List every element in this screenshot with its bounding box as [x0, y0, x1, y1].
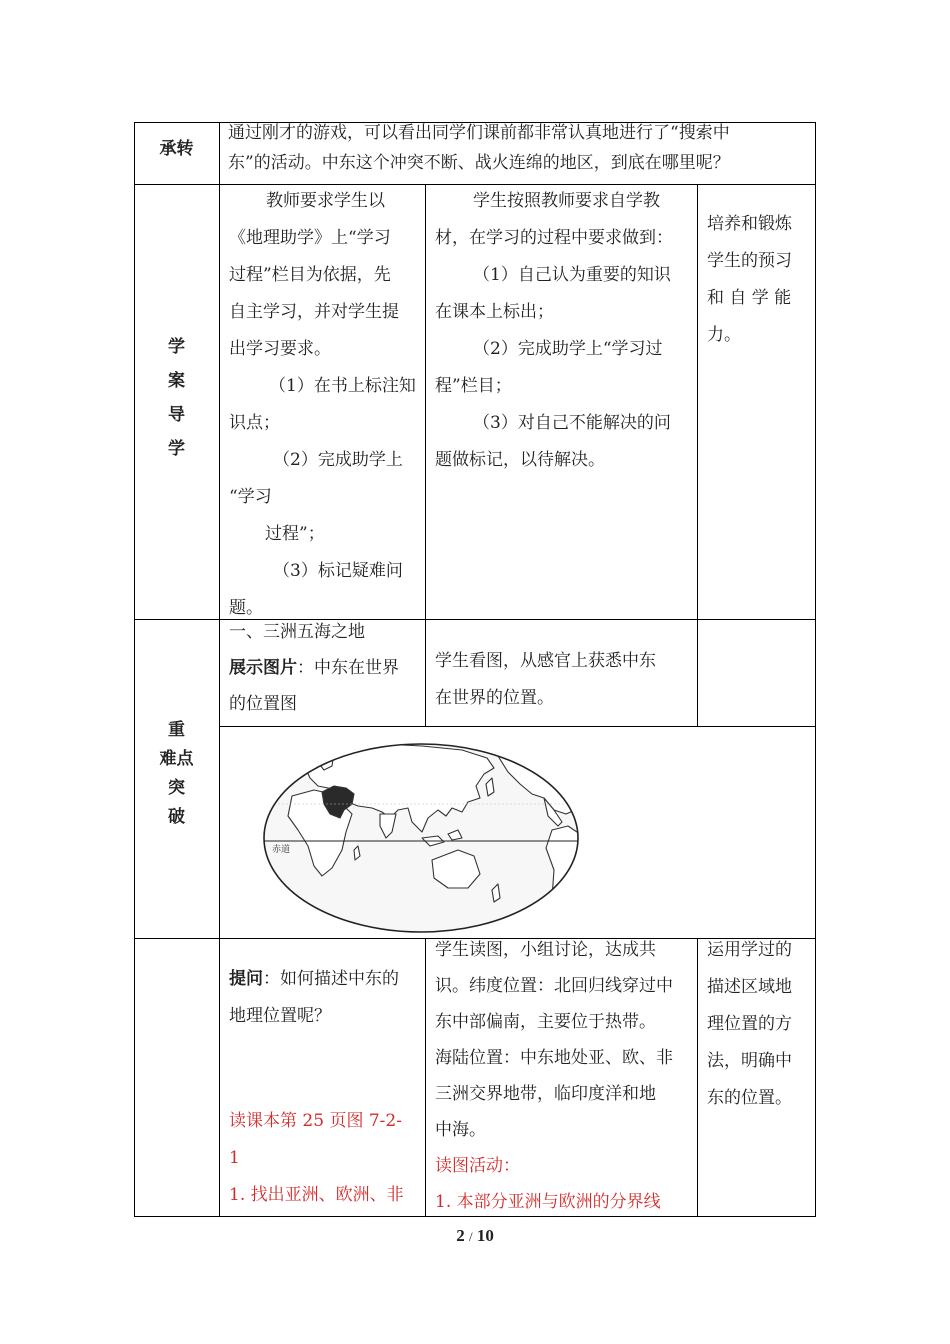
- label-char: 导: [168, 405, 185, 425]
- text-line: 过程”栏目为依据，先: [229, 265, 391, 285]
- text-line: （2）完成助学上: [273, 450, 403, 470]
- text-line: 教师要求学生以: [266, 191, 385, 211]
- row-label-study: [134, 330, 219, 466]
- text-line: 《地理助学》上“学习: [229, 228, 391, 248]
- label-char: 学: [168, 439, 185, 459]
- bold-term: 展示图片: [229, 658, 297, 678]
- text-line: 一、三洲五海之地: [229, 622, 365, 642]
- text-line: 题做标记，以待解决。: [435, 450, 605, 470]
- text-line: 运用学过的: [707, 940, 792, 960]
- text-line: 的位置图: [229, 694, 297, 714]
- row-label-key-points: [134, 716, 219, 832]
- text-line: （2）完成助学上“学习过: [473, 339, 663, 359]
- question-purpose: [707, 932, 811, 1117]
- text-line: 学生的预习: [707, 251, 792, 271]
- text-line: [229, 650, 423, 686]
- text-line: 1. 本部分亚洲与欧洲的分界线: [435, 1192, 661, 1212]
- text-line: “学习: [229, 487, 272, 507]
- text-line: 在课本上标出；: [435, 302, 554, 322]
- text-line: [229, 961, 423, 998]
- transition-text: [228, 118, 812, 178]
- text-line: 读图活动：: [435, 1156, 520, 1176]
- label-char: 难点: [159, 749, 194, 769]
- text-line: 描述区域地: [707, 977, 792, 997]
- key-student-activity: [435, 643, 693, 717]
- text-line: 识点；: [229, 413, 280, 433]
- key-teacher-activity: [229, 614, 423, 722]
- question-teacher-activity: [229, 961, 423, 1035]
- text-line: 在世界的位置。: [435, 688, 554, 708]
- text-line: 东的位置。: [707, 1088, 792, 1108]
- text-line: 学生读图，小组讨论，达成共: [435, 940, 656, 960]
- text-line: 读课本第 25 页图 7-2-: [229, 1111, 402, 1131]
- text-span: ：中东在世界: [297, 658, 399, 678]
- study-purpose: [707, 206, 811, 354]
- text-line: 三洲交界地带，临印度洋和地: [435, 1084, 656, 1104]
- text-line: 海陆位置：中东地处亚、欧、非: [435, 1048, 673, 1068]
- text-line: （1）自己认为重要的知识: [473, 265, 671, 285]
- text-line: 识。纬度位置：北回归线穿过中: [435, 976, 673, 996]
- text-line: 中海。: [435, 1120, 486, 1140]
- text-span: ：如何描述中东的: [263, 969, 399, 989]
- page-separator: /: [468, 1229, 473, 1244]
- text-line: 材，在学习的过程中要求做到：: [435, 228, 673, 248]
- text-line: 东中部偏南，主要位于热带。: [435, 1012, 656, 1032]
- text-line: （3）标记疑难问: [273, 561, 403, 581]
- text-line: （3）对自己不能解决的问: [473, 413, 671, 433]
- text-line: 题。: [229, 598, 263, 618]
- study-student-activity: [435, 183, 693, 479]
- row-label-transition: 承转: [159, 139, 194, 159]
- transition-line-2: 东”的活动。中东这个冲突不断、战火连绵的地区，到底在哪里呢？: [228, 153, 730, 173]
- label-char: 案: [168, 371, 185, 391]
- label-char: 重: [168, 720, 185, 740]
- page-total: 10: [476, 1226, 494, 1245]
- text-line: 和 自 学 能: [707, 288, 792, 308]
- text-line: 自主学习，并对学生提: [229, 302, 399, 322]
- study-teacher-activity: [229, 183, 423, 627]
- text-line: 出学习要求。: [229, 339, 331, 359]
- question-student-activity: [435, 932, 693, 1220]
- text-line: 培养和锻炼: [707, 214, 792, 234]
- text-line: 程”栏目；: [435, 376, 512, 396]
- text-line: 学生按照教师要求自学教: [473, 191, 660, 211]
- text-line: （1）在书上标注知: [269, 376, 416, 396]
- text-line: 地理位置呢？: [229, 1006, 331, 1026]
- label-char: 学: [168, 337, 185, 357]
- page-number: [0, 1226, 950, 1246]
- text-line: 过程”；: [265, 524, 325, 544]
- page-current: 2: [456, 1226, 465, 1245]
- text-line: 力。: [707, 325, 741, 345]
- label-char: 破: [168, 807, 185, 827]
- bold-term: 提问: [229, 969, 263, 989]
- text-line: 1. 找出亚洲、欧洲、非: [229, 1185, 404, 1205]
- equator-label: 赤道: [272, 845, 291, 855]
- text-line: 学生看图，从感官上获悉中东: [435, 651, 656, 671]
- question-teacher-reading-task: [229, 1103, 423, 1214]
- middle-east-world-map: [262, 738, 580, 934]
- text-line: 理位置的方: [707, 1014, 792, 1034]
- text-line: 1: [229, 1148, 240, 1168]
- label-char: 突: [168, 778, 185, 798]
- text-line: 法，明确中: [707, 1051, 792, 1071]
- transition-line-1: 通过刚才的游戏，可以看出同学们课前都非常认真地进行了“搜索中: [228, 123, 730, 143]
